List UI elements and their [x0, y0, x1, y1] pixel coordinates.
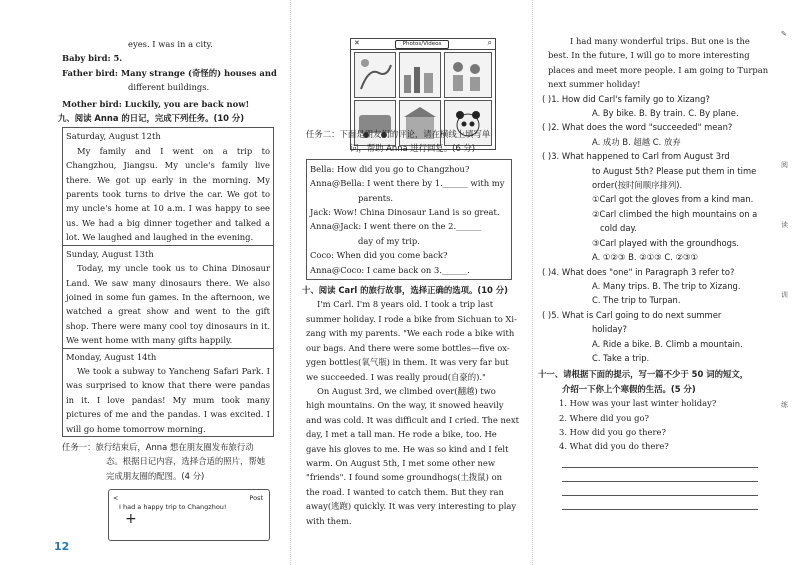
- add-photo-icon[interactable]: +: [125, 511, 137, 528]
- writing-prompt: 2. Where did you go?: [559, 412, 650, 423]
- fold-line: [290, 0, 291, 565]
- side-tab: 练: [781, 401, 788, 409]
- question-line: to August 5th? Please put them in time: [592, 165, 757, 176]
- photo-picker-header: [351, 39, 495, 50]
- option-line: ①Carl got the gloves from a kind man.: [592, 194, 754, 205]
- right-column: [538, 34, 769, 510]
- story-line: next summer holiday!: [548, 79, 641, 90]
- section-10-title: 十、阅读 Carl 的旅行故事，选择正确的选项。(10 分): [302, 285, 508, 296]
- dialog-line: Mother bird: Luckily, you are back now!: [62, 98, 250, 109]
- question-line: ( )2. What does the word "succeeded" mean?: [542, 122, 733, 133]
- option-line: ②Carl climbed the high mountains on a: [592, 208, 758, 219]
- writing-line[interactable]: [562, 496, 758, 510]
- story-line: I had many wonderful trips. But one is the: [570, 36, 750, 46]
- story-line: ygen bottles(氧气瓶) in them. It was very far but: [306, 357, 509, 368]
- option-line: A. ①②③ B. ②①③ C. ②③①: [592, 252, 699, 263]
- writing-prompt: 3. How did you go there?: [559, 426, 666, 437]
- task-2-text: 任务二：下面是朋友们的评论，请在横线上填写单: [306, 129, 491, 139]
- story-line: "friends". I found some groundhogs(土拨鼠) on: [306, 472, 503, 483]
- diary-date: Sunday, August 13th: [66, 248, 154, 259]
- dialog-line: Father bird: Many strange (奇怪的) houses and: [62, 67, 277, 78]
- story-line: our bags. And there were some bottles—five ox-: [306, 342, 510, 353]
- dialog-line: Baby bird: 5.: [62, 53, 123, 64]
- skyline-image-icon: [400, 53, 440, 97]
- option-line: ③Carl played with the groundhogs.: [592, 237, 740, 248]
- task-2-text: 词，帮助 Anna 进行回复。(6 分): [350, 143, 476, 154]
- dinosaur-image-icon: [355, 53, 395, 97]
- writing-line[interactable]: [562, 468, 758, 482]
- question-line: holiday?: [592, 324, 627, 335]
- question-line: ( )1. How did Carl's family go to Xizang?: [542, 93, 710, 104]
- diary-text: We took a subway to Yancheng Safari Park. I was surprised to know that there were pandas in it. I love pandas! My mum took many pictures of me and the pandas. I was excited. I will go home tomorrow morning.: [66, 365, 270, 434]
- story-line: summer holiday. I rode a bike from Sichuan to Xi-: [306, 313, 517, 324]
- section-11-title: 十一、请根据下面的提示，写一篇不少于 50 词的短文，: [538, 369, 749, 380]
- side-tab: 阅: [781, 161, 788, 169]
- option-line: C. Take a trip.: [592, 352, 650, 363]
- dialog-line: eyes. I was in a city.: [128, 39, 213, 49]
- photo-option[interactable]: [444, 52, 492, 98]
- comment-line: day of my trip.: [358, 235, 420, 246]
- diary-date: Saturday, August 12th: [66, 131, 161, 142]
- story-line: zang with my parents. "We each rode a bike with: [306, 328, 515, 339]
- comment-line: Bella: How did you go to Changzhou?: [310, 163, 470, 174]
- section-11-title: 介绍一下你上个寒假的生活。(5 分): [562, 383, 696, 394]
- comments-box: [306, 159, 512, 280]
- question-line: ( )3. What happened to Carl from August 3rd: [542, 151, 730, 162]
- post-button[interactable]: Post: [249, 494, 263, 503]
- story-line: we succeeded. I was really proud(自豪的).": [306, 371, 486, 382]
- comment-line: Coco: When did you come back?: [310, 250, 448, 261]
- comment-line: Anna@Jack: I went there on the 2.______: [310, 221, 482, 232]
- option-line: A. Ride a bike. B. Climb a mountain.: [592, 338, 743, 349]
- option-line: A. 成功 B. 超越 C. 放弃: [592, 136, 681, 147]
- diary-entry: [63, 245, 273, 348]
- task-1-text: 完成朋友圈的配图。(4 分): [106, 470, 205, 481]
- moments-post-box: [108, 489, 270, 541]
- story-line: away(逃跑) quickly. It was very interesting to play: [306, 501, 517, 512]
- story-line: with them.: [306, 515, 352, 526]
- back-icon: <: [113, 494, 119, 503]
- comment-line: parents.: [358, 192, 394, 203]
- diary-date: Monday, August 14th: [66, 351, 157, 362]
- story-line: the road. I wanted to catch them. But they ran: [306, 486, 504, 497]
- question-line: ( )4. What does "one" in Paragraph 3 refer to?: [542, 266, 735, 277]
- writing-prompt: 4. What did you do there?: [559, 441, 669, 452]
- page-number: 12: [54, 540, 70, 553]
- pencil-icon: ✎: [781, 30, 787, 38]
- dialog-line: different buildings.: [128, 82, 210, 93]
- family-image-icon: [445, 53, 491, 97]
- story-line: and was cold. It was difficult and I cried. The next: [306, 414, 519, 425]
- story-line: day, I met a tall man. He rode a bike, too. He: [306, 429, 497, 440]
- option-line: cold day.: [600, 223, 637, 234]
- diary-entry: [63, 348, 273, 436]
- diary-table: [62, 127, 274, 437]
- writing-prompt: 1. How was your last winter holiday?: [559, 398, 717, 409]
- fold-line: [532, 0, 533, 565]
- option-line: A. Many trips. B. The trip to Xizang.: [592, 280, 741, 291]
- comment-line: Jack: Wow! China Dinosaur Land is so great.: [310, 207, 500, 218]
- writing-line[interactable]: [562, 482, 758, 496]
- side-tab: 训: [781, 291, 788, 299]
- photo-option[interactable]: [354, 52, 396, 98]
- middle-column: [302, 124, 519, 528]
- story-line: places and meet more people. I am going to Turpan: [548, 64, 769, 75]
- story-line: I'm Carl. I'm 8 years old. I took a trip last: [317, 299, 494, 310]
- comment-line: Anna@Coco: I came back on 3.______.: [310, 264, 470, 275]
- search-icon: ⌕: [487, 38, 492, 47]
- task-1-text: 任务一：旅行结束后，Anna 想在朋友圈发布旅行动: [62, 441, 254, 452]
- question-line: order(按时间顺序排列).: [592, 180, 683, 191]
- question-line: ( )5. What is Carl going to do next summer: [542, 309, 722, 320]
- diary-text: My family and I went on a trip to Changzhou, Jiangsu. My uncle's family live there. We got up early in the morning. My parents took turns to drive the car. We got to my uncle's home at 10 a.m. I was happy to see us. We had a big dinner together and talked a lot. We laughed and laughed in the evening.: [66, 145, 270, 243]
- section-9-title: 九、阅读 Anna 的日记，完成下列任务。(10 分): [58, 113, 245, 124]
- close-icon: ✕: [354, 39, 360, 47]
- diary-text: Today, my uncle took us to China Dinosaur Land. We saw many dinosaurs there. We also joined in some fun games. In the afternoon, we watched a great show and went to the gift shop. There were many cool toy dinosaurs in it. We went home with many gifts happily.: [66, 263, 270, 346]
- comment-line: Anna@Bella: I went there by 1.______ with my: [310, 178, 505, 189]
- photo-filter-select[interactable]: Photos/Videos: [395, 40, 449, 49]
- story-line: best. In the future, I will go to more interesting: [548, 50, 750, 61]
- option-line: C. The trip to Turpan.: [592, 295, 681, 306]
- diary-entry: [63, 128, 273, 244]
- story-line: gave his gloves to me. He was so kind and I felt: [306, 443, 509, 454]
- side-tab: 读: [781, 221, 788, 229]
- photo-option[interactable]: [399, 52, 441, 98]
- option-line: A. By bike. B. By train. C. By plane.: [592, 108, 739, 119]
- story-line: warm. On August 5th, I met some other new: [306, 457, 496, 468]
- post-text: I had a happy trip to Changzhou!: [119, 503, 227, 512]
- story-line: On August 3rd, we climbed over(翻越) two: [317, 385, 496, 396]
- left-column: [58, 0, 277, 541]
- writing-line[interactable]: [562, 454, 758, 468]
- task-1-text: 态。根据日记内容，选择合适的照片，帮她: [106, 456, 266, 467]
- story-line: high mountains. On the way, it snowed heavily: [306, 400, 504, 411]
